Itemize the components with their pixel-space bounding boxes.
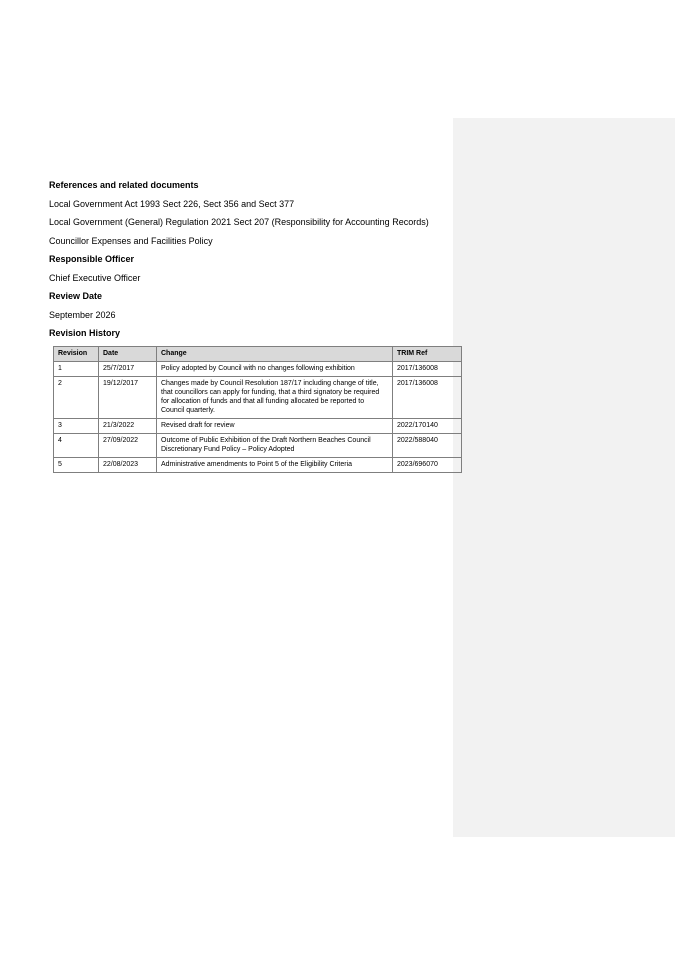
table-row	[54, 376, 462, 418]
date-cell: 19/12/2017	[99, 376, 157, 418]
revision-cell: 5	[54, 457, 99, 472]
column-header-revision: Revision	[54, 346, 99, 361]
date-cell: 21/3/2022	[99, 418, 157, 433]
change-cell: Revised draft for review	[157, 418, 393, 433]
reference-item: Councillor Expenses and Facilities Policy	[49, 235, 213, 246]
column-header-date: Date	[99, 346, 157, 361]
trim-ref-cell: 2017/136008	[393, 361, 462, 376]
trim-ref-cell: 2022/170140	[393, 418, 462, 433]
reference-item: Local Government Act 1993 Sect 226, Sect 356 and Sect 377	[49, 198, 295, 209]
change-cell: Policy adopted by Council with no changes following exhibition	[157, 361, 393, 376]
document-content	[49, 179, 464, 473]
trim-ref-cell: 2022/588040	[393, 433, 462, 457]
column-header-change: Change	[157, 346, 393, 361]
revision-history-table	[53, 346, 462, 473]
revision-cell: 3	[54, 418, 99, 433]
references-heading: References and related documents	[49, 180, 199, 190]
responsible-officer-heading: Responsible Officer	[49, 254, 135, 264]
review-date-value: September 2026	[49, 309, 116, 320]
column-header-trim-ref: TRIM Ref	[393, 346, 462, 361]
trim-ref-cell: 2023/696070	[393, 457, 462, 472]
reference-item: Local Government (General) Regulation 2021 Sect 207 (Responsibility for Accounting Records)	[49, 217, 429, 227]
table-header-row	[54, 346, 462, 361]
date-cell: 27/09/2022	[99, 433, 157, 457]
comment-pane	[453, 118, 675, 837]
date-cell: 25/7/2017	[99, 361, 157, 376]
revision-cell: 1	[54, 361, 99, 376]
table-row	[54, 433, 462, 457]
change-cell: Changes made by Council Resolution 187/17 including change of title, that councillors can apply for funding, that a third signatory be required for allocation of funds and that all funding allocated be reported to Council quarterly.	[157, 376, 393, 418]
change-cell: Administrative amendments to Point 5 of the Eligibility Criteria	[157, 457, 393, 472]
responsible-officer-value: Chief Executive Officer	[49, 272, 141, 283]
revision-cell: 4	[54, 433, 99, 457]
revision-history-heading: Revision History	[49, 328, 121, 338]
revision-cell: 2	[54, 376, 99, 418]
trim-ref-cell: 2017/136008	[393, 376, 462, 418]
date-cell: 22/08/2023	[99, 457, 157, 472]
change-cell: Outcome of Public Exhibition of the Draft Northern Beaches Council Discretionary Fund Policy – Policy Adopted	[157, 433, 393, 457]
table-row	[54, 418, 462, 433]
table-row	[54, 457, 462, 472]
table-row	[54, 361, 462, 376]
review-date-heading: Review Date	[49, 291, 103, 301]
